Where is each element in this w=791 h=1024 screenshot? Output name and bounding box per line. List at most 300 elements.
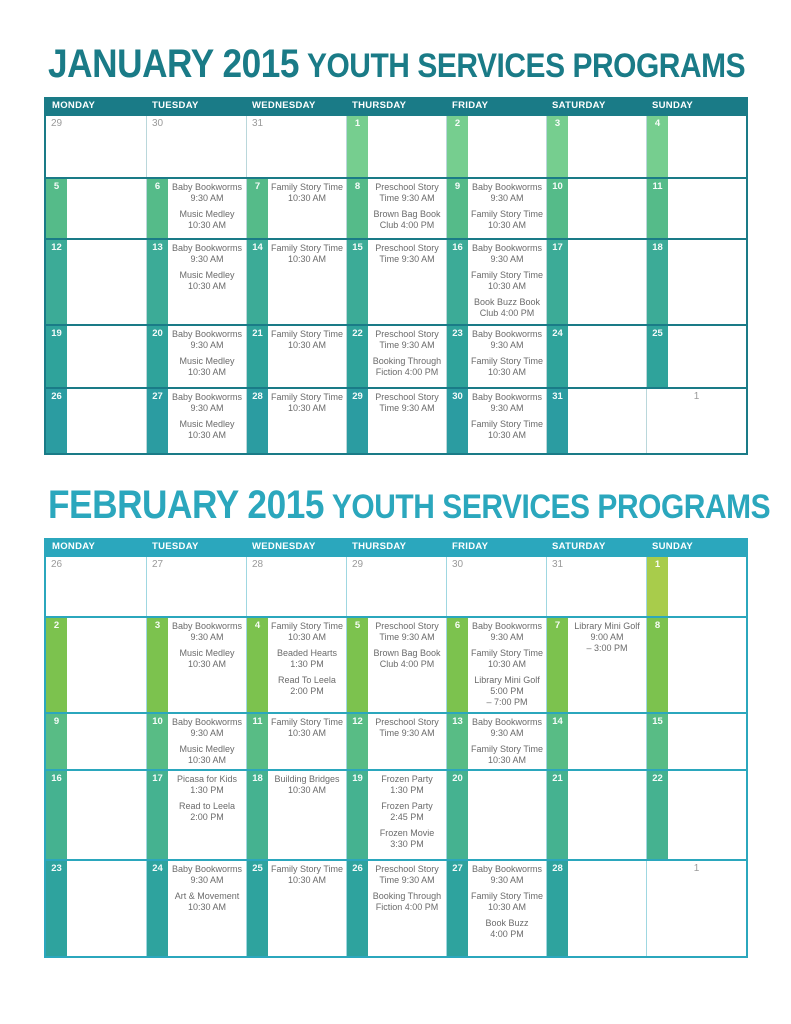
weekday-header-wednesday: WEDNESDAY	[252, 541, 316, 552]
day-cell	[546, 179, 646, 238]
day-events	[368, 240, 446, 324]
event-line: Music Medley	[179, 419, 235, 429]
event-line: 10:30 AM	[287, 340, 327, 350]
day-cell	[46, 179, 146, 238]
event-line: 9:30 AM	[490, 632, 524, 642]
event-line: Music Medley	[179, 356, 235, 366]
day-cell	[46, 557, 146, 616]
calendar-title	[48, 483, 771, 527]
event-line: Preschool Story	[375, 182, 439, 192]
event-line: Family Story Time	[470, 744, 543, 754]
event-line: Baby Bookworms	[471, 329, 543, 339]
event-line: Brown Bag Book	[373, 648, 441, 658]
event-line: Music Medley	[179, 209, 235, 219]
event-line: 9:00 AM	[590, 632, 624, 642]
day-number-bar: 1	[647, 557, 668, 616]
event-entry	[369, 717, 445, 739]
day-events	[67, 861, 146, 956]
event-line: 10:30 AM	[287, 403, 327, 413]
day-cell	[46, 326, 146, 387]
event-line: Baby Bookworms	[171, 243, 243, 253]
day-cell	[146, 618, 246, 712]
event-entry	[269, 329, 345, 351]
day-events	[168, 326, 246, 387]
day-cell	[46, 771, 146, 859]
next-month-day-number: 1	[693, 863, 700, 874]
event-line: Family Story Time	[470, 419, 543, 429]
day-events	[268, 771, 346, 859]
day-number-bar: 2	[46, 618, 67, 712]
day-cell	[346, 116, 446, 177]
day-events	[468, 179, 546, 238]
day-number-bar: 11	[247, 714, 268, 769]
day-cell	[46, 389, 146, 453]
event-line: 10:30 AM	[487, 902, 527, 912]
event-entry	[469, 675, 545, 708]
event-entry	[469, 891, 545, 913]
event-line: 1:30 PM	[190, 785, 224, 795]
calendar-title-month: JANUARY 2015	[48, 42, 300, 86]
day-cell	[46, 714, 146, 769]
event-line: Baby Bookworms	[171, 717, 243, 727]
day-number-bar: 17	[547, 240, 568, 324]
day-number-bar: 11	[647, 179, 668, 238]
day-cell	[646, 771, 746, 859]
event-entry	[169, 891, 245, 913]
day-events	[67, 179, 146, 238]
day-cell	[146, 557, 246, 616]
day-number-bar: 10	[147, 714, 168, 769]
event-line: Club 4:00 PM	[479, 308, 535, 318]
weekday-header-row	[46, 538, 746, 555]
day-number-bar: 31	[547, 389, 568, 453]
event-entry	[169, 419, 245, 441]
event-line: Family Story Time	[270, 392, 343, 402]
event-line: 10:30 AM	[287, 193, 327, 203]
day-cell	[246, 389, 346, 453]
weekday-header-friday: FRIDAY	[452, 100, 489, 111]
day-events	[568, 771, 646, 859]
event-line: 9:30 AM	[190, 340, 224, 350]
event-entry	[269, 392, 345, 414]
day-cell	[446, 179, 546, 238]
event-line: Booking Through	[372, 891, 442, 901]
event-line: 10:30 AM	[187, 220, 227, 230]
event-entry	[469, 297, 545, 319]
event-line: Family Story Time	[270, 243, 343, 253]
event-entry	[169, 864, 245, 886]
weekday-header-saturday: SATURDAY	[552, 100, 606, 111]
event-entry	[569, 621, 645, 654]
day-cell	[246, 326, 346, 387]
event-line: Time 9:30 AM	[379, 403, 435, 413]
event-line: 9:30 AM	[490, 875, 524, 885]
event-entry	[469, 918, 545, 940]
event-entry	[369, 864, 445, 886]
event-line: – 3:00 PM	[586, 643, 628, 653]
day-events	[368, 389, 446, 453]
day-cell	[646, 179, 746, 238]
event-line: Baby Bookworms	[171, 864, 243, 874]
event-line: Brown Bag Book	[373, 209, 441, 219]
day-events	[568, 179, 646, 238]
event-line: Music Medley	[179, 744, 235, 754]
event-entry	[269, 243, 345, 265]
calendar-title-text	[48, 44, 745, 84]
event-line: 10:30 AM	[287, 728, 327, 738]
event-entry	[169, 621, 245, 643]
event-entry	[169, 774, 245, 796]
event-line: 5:00 PM	[490, 686, 524, 696]
day-cell	[346, 557, 446, 616]
day-events	[67, 714, 146, 769]
event-line: Book Buzz	[485, 918, 529, 928]
event-line: Time 9:30 AM	[379, 875, 435, 885]
day-cell	[246, 116, 346, 177]
event-line: Preschool Story	[375, 243, 439, 253]
other-month-day-number: 29	[51, 118, 63, 129]
event-line: Family Story Time	[270, 621, 343, 631]
event-line: 2:00 PM	[290, 686, 324, 696]
day-number-bar: 21	[547, 771, 568, 859]
weekday-header-friday: FRIDAY	[452, 541, 489, 552]
event-line: Library Mini Golf	[474, 675, 540, 685]
event-line: 10:30 AM	[187, 755, 227, 765]
day-number-bar: 8	[347, 179, 368, 238]
weekday-header-monday: MONDAY	[52, 541, 96, 552]
weekday-header-wednesday: WEDNESDAY	[252, 100, 316, 111]
day-cell	[546, 116, 646, 177]
event-line: Time 9:30 AM	[379, 632, 435, 642]
day-events	[168, 179, 246, 238]
day-cell	[446, 557, 546, 616]
event-line: 10:30 AM	[487, 220, 527, 230]
day-events	[568, 861, 646, 956]
event-line: Frozen Movie	[379, 828, 435, 838]
day-number-bar: 3	[147, 618, 168, 712]
day-cell	[146, 116, 246, 177]
day-events	[668, 240, 746, 324]
event-line: 9:30 AM	[490, 728, 524, 738]
event-entry	[169, 243, 245, 265]
event-line: Time 9:30 AM	[379, 254, 435, 264]
event-line: 1:30 PM	[290, 659, 324, 669]
event-line: Library Mini Golf	[574, 621, 640, 631]
event-line: Beaded Hearts	[276, 648, 338, 658]
day-cell	[246, 714, 346, 769]
day-events	[468, 771, 546, 859]
event-entry	[469, 182, 545, 204]
day-cell	[646, 618, 746, 712]
day-events	[468, 240, 546, 324]
event-entry	[169, 744, 245, 766]
day-number-bar: 15	[347, 240, 368, 324]
day-number-bar: 23	[447, 326, 468, 387]
day-number-bar: 6	[147, 179, 168, 238]
day-cell	[146, 179, 246, 238]
day-events	[67, 771, 146, 859]
day-cell	[46, 116, 146, 177]
day-cell	[146, 771, 246, 859]
day-number-bar: 20	[447, 771, 468, 859]
week-row	[46, 712, 746, 769]
event-line: Family Story Time	[270, 864, 343, 874]
weekday-header-row	[46, 97, 746, 114]
day-number-bar: 19	[46, 326, 67, 387]
event-line: 9:30 AM	[190, 632, 224, 642]
day-number-bar: 30	[447, 389, 468, 453]
event-line: Baby Bookworms	[471, 621, 543, 631]
day-events	[268, 389, 346, 453]
day-events	[268, 179, 346, 238]
day-cell	[546, 326, 646, 387]
event-entry	[469, 864, 545, 886]
event-entry	[369, 329, 445, 351]
event-entry	[269, 717, 345, 739]
event-line: Frozen Party	[381, 774, 433, 784]
day-events	[268, 714, 346, 769]
event-line: Baby Bookworms	[471, 243, 543, 253]
day-events	[168, 240, 246, 324]
event-line: 1:30 PM	[390, 785, 424, 795]
event-line: 9:30 AM	[490, 193, 524, 203]
event-entry	[369, 828, 445, 850]
day-number-bar: 10	[547, 179, 568, 238]
day-number-bar: 26	[347, 861, 368, 956]
day-cell	[446, 714, 546, 769]
event-entry	[469, 329, 545, 351]
event-line: 10:30 AM	[487, 367, 527, 377]
event-line: 9:30 AM	[190, 193, 224, 203]
day-cell	[546, 861, 646, 956]
day-events	[568, 714, 646, 769]
day-events	[368, 861, 446, 956]
day-events	[468, 714, 546, 769]
day-cell	[446, 116, 546, 177]
day-number-bar: 25	[647, 326, 668, 387]
day-events	[368, 618, 446, 712]
day-cell	[246, 240, 346, 324]
other-month-day-number: 30	[152, 118, 164, 129]
day-number-bar: 24	[547, 326, 568, 387]
other-month-day-number: 31	[252, 118, 264, 129]
event-line: Club 4:00 PM	[379, 659, 435, 669]
day-number-bar: 19	[347, 771, 368, 859]
day-cell	[346, 861, 446, 956]
day-events	[468, 116, 546, 177]
other-month-day-number: 28	[252, 559, 264, 570]
event-line: Fiction 4:00 PM	[375, 902, 439, 912]
weekday-header-tuesday: TUESDAY	[152, 100, 199, 111]
event-entry	[169, 356, 245, 378]
day-cell	[146, 240, 246, 324]
day-events	[268, 240, 346, 324]
event-entry	[469, 270, 545, 292]
day-events	[668, 557, 746, 616]
day-events	[67, 389, 146, 453]
calendar-january	[44, 44, 748, 455]
day-events	[268, 861, 346, 956]
event-entry	[169, 209, 245, 231]
event-line: Baby Bookworms	[171, 621, 243, 631]
week-row	[46, 859, 746, 956]
day-cell	[346, 179, 446, 238]
day-cell	[246, 861, 346, 956]
event-line: Baby Bookworms	[171, 392, 243, 402]
day-cell	[446, 240, 546, 324]
day-number-bar: 28	[247, 389, 268, 453]
event-line: Music Medley	[179, 648, 235, 658]
day-cell	[646, 240, 746, 324]
day-number-bar: 8	[647, 618, 668, 712]
day-events	[168, 714, 246, 769]
day-number-bar: 6	[447, 618, 468, 712]
event-line: 10:30 AM	[287, 632, 327, 642]
day-cell	[646, 116, 746, 177]
next-month-day-number: 1	[693, 391, 700, 402]
event-line: Frozen Party	[381, 801, 433, 811]
event-line: Family Story Time	[470, 270, 543, 280]
day-cell	[646, 326, 746, 387]
other-month-day-number: 26	[51, 559, 63, 570]
event-entry	[169, 182, 245, 204]
day-events	[568, 618, 646, 712]
event-entry	[269, 675, 345, 697]
day-events	[568, 116, 646, 177]
event-line: Family Story Time	[470, 209, 543, 219]
event-entry	[269, 774, 345, 796]
event-entry	[469, 419, 545, 441]
calendar-title-text	[48, 485, 770, 525]
day-number-bar: 18	[647, 240, 668, 324]
day-number-bar: 16	[447, 240, 468, 324]
event-line: Preschool Story	[375, 621, 439, 631]
calendar-title-suffix: YOUTH SERVICES PROGRAMS	[331, 488, 771, 526]
event-entry	[369, 774, 445, 796]
event-line: 2:00 PM	[190, 812, 224, 822]
day-number-bar: 14	[247, 240, 268, 324]
event-entry	[269, 621, 345, 643]
day-number-bar: 17	[147, 771, 168, 859]
day-cell	[346, 389, 446, 453]
day-number-bar: 28	[547, 861, 568, 956]
event-line: Read To Leela	[278, 675, 336, 685]
day-events	[168, 861, 246, 956]
event-line: Family Story Time	[470, 891, 543, 901]
event-entry	[469, 648, 545, 670]
day-events	[568, 240, 646, 324]
calendar-grid	[44, 97, 748, 455]
event-entry	[469, 621, 545, 643]
day-number-bar: 12	[46, 240, 67, 324]
event-line: Music Medley	[179, 270, 235, 280]
weekday-header-sunday: SUNDAY	[652, 541, 694, 552]
week-row	[46, 616, 746, 712]
day-cell	[646, 861, 746, 956]
day-cell	[46, 240, 146, 324]
event-entry	[369, 801, 445, 823]
event-line: Baby Bookworms	[171, 329, 243, 339]
day-events	[368, 116, 446, 177]
day-events	[168, 389, 246, 453]
day-cell	[146, 714, 246, 769]
day-number-bar: 20	[147, 326, 168, 387]
calendar-title-month: FEBRUARY 2015	[48, 483, 324, 527]
day-events	[668, 326, 746, 387]
day-events	[668, 179, 746, 238]
event-line: Family Story Time	[470, 648, 543, 658]
day-events	[568, 326, 646, 387]
event-line: Preschool Story	[375, 392, 439, 402]
day-number-bar: 22	[347, 326, 368, 387]
day-number-bar: 18	[247, 771, 268, 859]
day-number-bar: 13	[147, 240, 168, 324]
day-number-bar: 29	[347, 389, 368, 453]
event-line: Art & Movement	[174, 891, 240, 901]
other-month-day-number: 29	[352, 559, 364, 570]
event-line: Time 9:30 AM	[379, 728, 435, 738]
event-line: Read to Leela	[178, 801, 236, 811]
event-entry	[169, 392, 245, 414]
day-number-bar: 7	[547, 618, 568, 712]
event-line: 10:30 AM	[487, 755, 527, 765]
day-cell	[546, 389, 646, 453]
event-entry	[469, 744, 545, 766]
event-line: Preschool Story	[375, 329, 439, 339]
day-cell	[446, 861, 546, 956]
event-line: 10:30 AM	[187, 659, 227, 669]
event-line: Baby Bookworms	[471, 392, 543, 402]
day-number-bar: 13	[447, 714, 468, 769]
day-cell	[646, 389, 746, 453]
day-events	[468, 618, 546, 712]
event-entry	[469, 243, 545, 265]
event-line: Time 9:30 AM	[379, 340, 435, 350]
event-line: Booking Through	[372, 356, 442, 366]
weekday-header-thursday: THURSDAY	[352, 541, 407, 552]
other-month-day-number: 30	[452, 559, 464, 570]
event-line: 10:30 AM	[487, 659, 527, 669]
day-cell	[346, 714, 446, 769]
weekday-header-monday: MONDAY	[52, 100, 96, 111]
day-events	[268, 618, 346, 712]
event-line: Picasa for Kids	[176, 774, 238, 784]
event-entry	[369, 648, 445, 670]
day-number-bar: 27	[147, 389, 168, 453]
event-line: Book Buzz Book	[473, 297, 541, 307]
day-cell	[446, 771, 546, 859]
event-entry	[169, 648, 245, 670]
day-cell	[246, 771, 346, 859]
event-line: Building Bridges	[274, 774, 340, 784]
event-line: 10:30 AM	[487, 281, 527, 291]
event-line: 10:30 AM	[287, 254, 327, 264]
week-row	[46, 324, 746, 387]
event-line: Club 4:00 PM	[379, 220, 435, 230]
event-entry	[369, 243, 445, 265]
event-line: 10:30 AM	[187, 902, 227, 912]
calendars-container	[44, 42, 771, 958]
day-cell	[446, 326, 546, 387]
week-row	[46, 177, 746, 238]
event-line: 9:30 AM	[190, 875, 224, 885]
event-line: Baby Bookworms	[471, 864, 543, 874]
day-cell	[46, 861, 146, 956]
day-events	[468, 326, 546, 387]
event-line: 10:30 AM	[287, 785, 327, 795]
calendar-grid	[44, 538, 748, 958]
day-cell	[546, 557, 646, 616]
